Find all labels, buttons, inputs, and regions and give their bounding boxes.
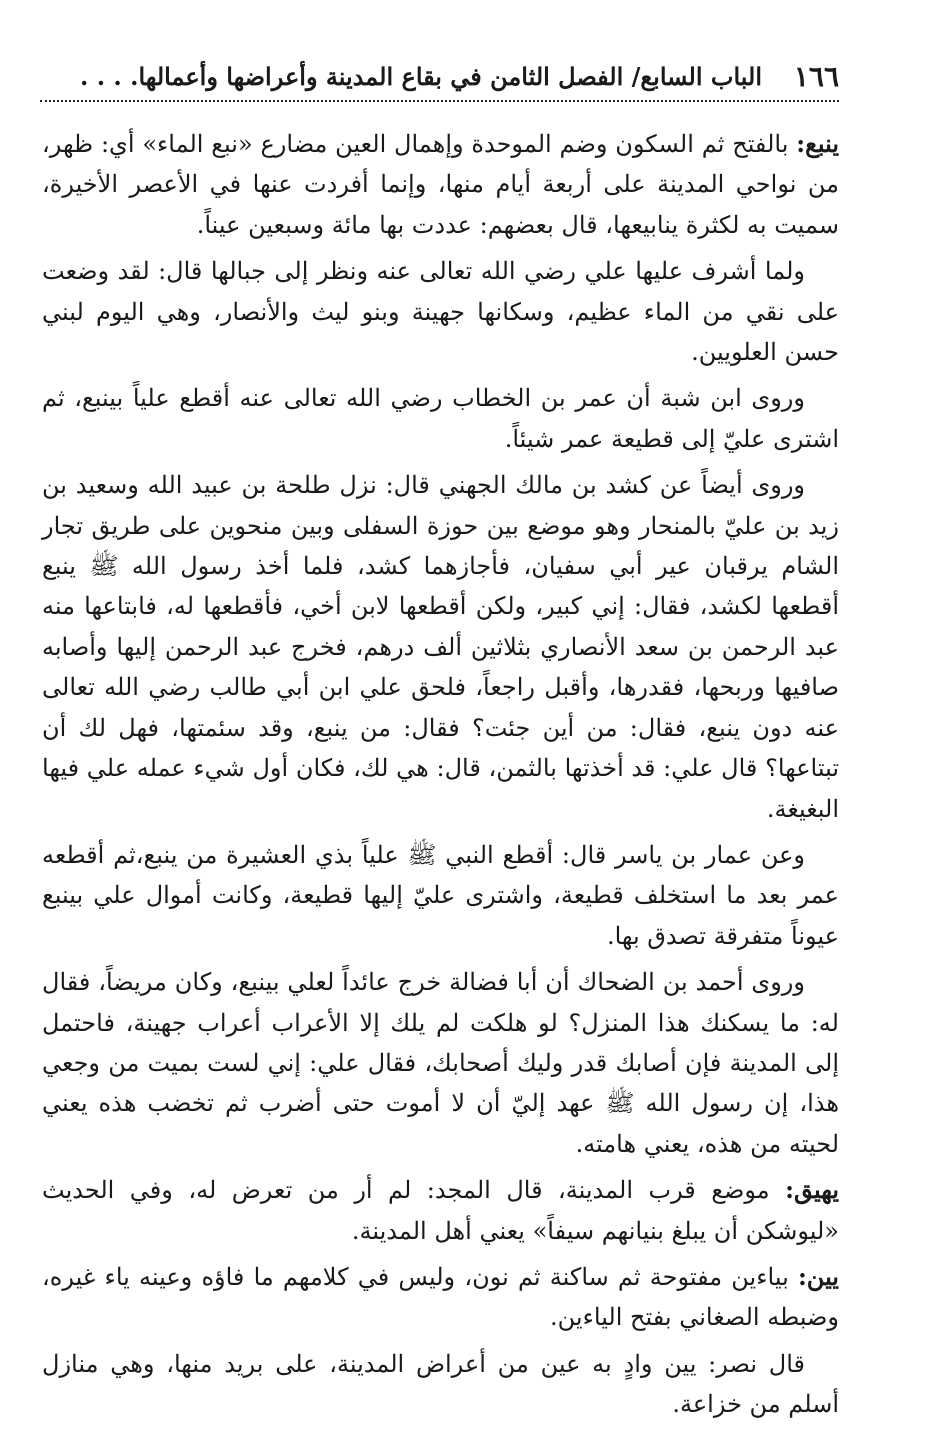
paragraph	[42, 251, 839, 372]
paragraph-text: وعن عمار بن ياسر قال: أقطع النبي ﷺ علياً بذي العشيرة من ينبع،ثم أقطعه عمر بعد ما استخلف قطيعة، واشترى عليّ إليها قطيعة، وكانت أموال علي بينبع عيوناً متفرقة تصدق بها.	[42, 840, 839, 950]
paragraph-text: وروى أيضاً عن كشد بن مالك الجهني قال: نزل طلحة بن عبيد الله وسعيد بن زيد بن عليّ بالمنحار وهو موضع بين حوزة السفلى وبين منحوين على طريق تجار الشام يرقبان عير أبي سفيان، فأجازهما كشد، فلما أخذ رسول الله ﷺ ينبع أقطعها لكشد، فقال: إني كبير، ولكن أقطعها لابن أخي، فأقطعها له، فابتاعها منه عبد الرحمن بن سعد الأنصاري بثلاثين ألف درهم، فخرج عبد الرحمن إليها وأصابه صافيها وربحها، فقدرها، وأقبل راجعاً، فلحق علي ابن أبي طالب رضي الله تعالى عنه دون ينبع، فقال: من أين جئت؟ فقال: من ينبع، وقد سئمتها، فهل لك أن تبتاعها؟ قال علي: قد أخذتها بالثمن، قال: هي لك، فكان أول شيء عمله علي فيها البغيغة.	[42, 471, 839, 823]
paragraph-text: وروى أحمد بن الضحاك أن أبا فضالة خرج عائداً لعلي بينبع، وكان مريضاً، فقال له: ما يسكنك هذا المنزل؟ لو هلكت لم يلك إلا الأعراب أعراب جهينة، فاحتمل إلى المدينة فإن أصابك قدر وليك أصحابك، فقال علي: إني لست بميت من وجعي هذا، إن رسول الله ﷺ عهد إليّ أن لا أموت حتى أضرب ثم تخضب هذه يعني لحيته من هذه، يعني هامته.	[42, 968, 840, 1158]
paragraph-text: وروى ابن شبة أن عمر بن الخطاب رضي الله تعالى عنه أقطع علياً بينبع، ثم اشترى عليّ إلى قطيعة عمر شيئاً.	[42, 384, 839, 453]
paragraph-text: موضع قرب المدينة، قال المجد: لم أر من تعرض له، وفي الحديث «ليوشكن أن يبلغ بنيانهم سيفاً» يعني أهل المدينة.	[42, 1176, 839, 1245]
page-number: ١٦٦	[793, 60, 839, 93]
entry-term: يهيق:	[785, 1175, 839, 1205]
paragraph	[42, 835, 839, 956]
paragraph	[42, 465, 839, 829]
entry-term: يين:	[797, 1261, 839, 1291]
paragraph	[42, 1344, 839, 1425]
body-text	[42, 124, 839, 1431]
paragraph-text: قال نصر: يين وادٍ به عين من أعراض المدينة، على بريد منها، وهي منازل أسلم من خزاعة.	[42, 1349, 839, 1419]
paragraph	[42, 962, 839, 1164]
paragraph-text: بالفتح ثم السكون وضم الموحدة وإهمال العين مضارع «نبع الماء» أي: ظهر، من نواحي المدينة على أربعة أيام منها، وإنما أفردت عنها في الأعصر الأخيرة، سميت به لكثرة ينابيعها، قال بعضهم: عددت بها مائة وسبعين عيناً.	[42, 130, 839, 239]
paragraph	[42, 378, 839, 459]
chapter-title: الباب السابع/ الفصل الثامن في بقاع المدينة وأعراضها وأعمالها. . . .	[80, 62, 763, 91]
paragraph-yayn	[42, 1257, 839, 1338]
paragraph-yahiq	[42, 1170, 839, 1251]
header-dotted-rule	[40, 100, 839, 102]
paragraph-text: بياءين مفتوحة ثم ساكنة ثم نون، وليس في كلامهم ما فاؤه وعينه ياء غيره، وضبطه الصغاني بفتح الياءين.	[42, 1262, 839, 1332]
running-header	[40, 56, 839, 96]
entry-term: ينبع:	[796, 129, 839, 158]
paragraph-text: ولما أشرف عليها علي رضي الله تعالى عنه ونظر إلى جبالها قال: لقد وضعت على نقي من الماء عظيم، وسكانها جهينة وبنو ليث والأنصار، وهي اليوم لبني حسن العلويين.	[42, 257, 839, 367]
paragraph-yanbu	[42, 124, 839, 245]
